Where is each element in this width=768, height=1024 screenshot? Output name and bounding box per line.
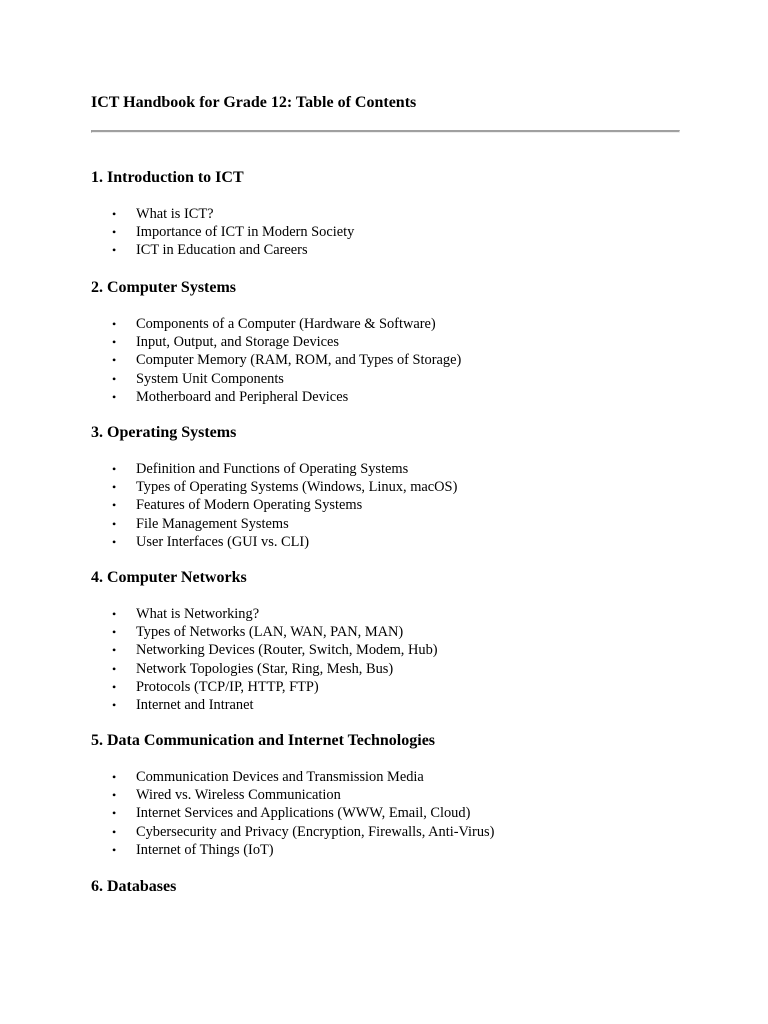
list-item xyxy=(91,768,691,786)
list-item-text: User Interfaces (GUI vs. CLI) xyxy=(136,533,310,550)
section-introduction-to-ict xyxy=(91,168,691,260)
list-item-text: Motherboard and Peripheral Devices xyxy=(136,388,349,405)
list-item-text: Communication Devices and Transmission Media xyxy=(136,769,424,785)
list-item xyxy=(91,496,691,514)
bullet-icon: • xyxy=(112,679,117,694)
section-items xyxy=(91,460,691,551)
section-heading: 3. Operating Systems xyxy=(91,424,237,441)
list-item-text: Internet Services and Applications (WWW, Email, Cloud) xyxy=(136,805,471,822)
section-items xyxy=(91,205,691,260)
bullet-icon: • xyxy=(112,698,117,713)
list-item-text: Components of a Computer (Hardware & Software) xyxy=(136,316,436,332)
bullet-icon: • xyxy=(112,842,117,857)
document-title: ICT Handbook for Grade 12: Table of Contents xyxy=(91,94,417,111)
list-item xyxy=(91,605,691,623)
list-item-text: Computer Memory (RAM, ROM, and Types of Storage) xyxy=(136,352,462,369)
list-item-text: Types of Networks (LAN, WAN, PAN, MAN) xyxy=(136,624,404,641)
list-item xyxy=(91,205,691,223)
list-item-text: Features of Modern Operating Systems xyxy=(136,497,363,514)
title-divider xyxy=(91,130,680,133)
section-items xyxy=(91,605,691,714)
list-item xyxy=(91,370,691,388)
bullet-icon: • xyxy=(112,806,117,821)
bullet-icon: • xyxy=(112,661,117,676)
list-item xyxy=(91,388,691,406)
bullet-icon: • xyxy=(112,353,117,368)
list-item xyxy=(91,515,691,533)
list-item-text: Protocols (TCP/IP, HTTP, FTP) xyxy=(136,678,319,695)
list-item xyxy=(91,841,691,859)
list-item-text: Internet and Intranet xyxy=(136,697,254,714)
bullet-icon: • xyxy=(112,243,117,258)
bullet-icon: • xyxy=(112,625,117,640)
section-items xyxy=(91,315,691,406)
list-item-text: Definition and Functions of Operating Systems xyxy=(136,461,409,477)
list-item xyxy=(91,660,691,678)
section-heading: 4. Computer Networks xyxy=(91,569,247,586)
list-item xyxy=(91,241,691,259)
bullet-icon: • xyxy=(112,335,117,350)
list-item-text: Input, Output, and Storage Devices xyxy=(136,334,340,351)
list-item xyxy=(91,641,691,659)
list-item xyxy=(91,460,691,478)
list-item-text: Wired vs. Wireless Communication xyxy=(136,787,341,804)
section-heading: 2. Computer Systems xyxy=(91,279,237,296)
bullet-icon: • xyxy=(112,788,117,803)
list-item-text: Internet of Things (IoT) xyxy=(136,841,274,858)
list-item-text: What is Networking? xyxy=(136,606,260,622)
list-item xyxy=(91,678,691,696)
section-items xyxy=(91,768,691,859)
section-operating-systems xyxy=(91,423,691,551)
list-item xyxy=(91,315,691,333)
section-databases xyxy=(91,877,691,897)
bullet-icon: • xyxy=(112,462,117,476)
list-item-text: What is ICT? xyxy=(136,206,214,222)
bullet-icon: • xyxy=(112,371,117,386)
section-heading: 5. Data Communication and Internet Technologies xyxy=(91,732,436,749)
section-heading: 6. Databases xyxy=(91,878,177,895)
list-item xyxy=(91,804,691,822)
bullet-icon: • xyxy=(112,607,117,621)
bullet-icon: • xyxy=(112,516,117,531)
bullet-icon: • xyxy=(112,534,117,549)
bullet-icon: • xyxy=(112,480,117,495)
list-item xyxy=(91,533,691,551)
list-item xyxy=(91,823,691,841)
bullet-icon: • xyxy=(112,498,117,513)
list-item-text: Cybersecurity and Privacy (Encryption, Firewalls, Anti-Virus) xyxy=(136,823,495,840)
list-item-text: Importance of ICT in Modern Society xyxy=(136,224,355,241)
bullet-icon: • xyxy=(112,643,117,658)
list-item-text: ICT in Education and Careers xyxy=(136,242,308,259)
section-computer-systems xyxy=(91,278,691,406)
bullet-icon: • xyxy=(112,207,117,221)
bullet-icon: • xyxy=(112,389,117,404)
list-item xyxy=(91,333,691,351)
list-item-text: File Management Systems xyxy=(136,515,289,532)
list-item xyxy=(91,351,691,369)
bullet-icon: • xyxy=(112,770,117,784)
bullet-icon: • xyxy=(112,225,117,240)
section-computer-networks xyxy=(91,568,691,714)
list-item-text: System Unit Components xyxy=(136,370,284,387)
list-item-text: Types of Operating Systems (Windows, Linux, macOS) xyxy=(136,479,458,496)
list-item xyxy=(91,223,691,241)
list-item xyxy=(91,786,691,804)
list-item xyxy=(91,696,691,714)
list-item xyxy=(91,478,691,496)
list-item-text: Networking Devices (Router, Switch, Modem, Hub) xyxy=(136,642,438,659)
list-item xyxy=(91,623,691,641)
section-heading: 1. Introduction to ICT xyxy=(91,169,244,186)
section-data-communication xyxy=(91,731,691,859)
bullet-icon: • xyxy=(112,317,117,331)
list-item-text: Network Topologies (Star, Ring, Mesh, Bus) xyxy=(136,660,394,677)
bullet-icon: • xyxy=(112,824,117,839)
